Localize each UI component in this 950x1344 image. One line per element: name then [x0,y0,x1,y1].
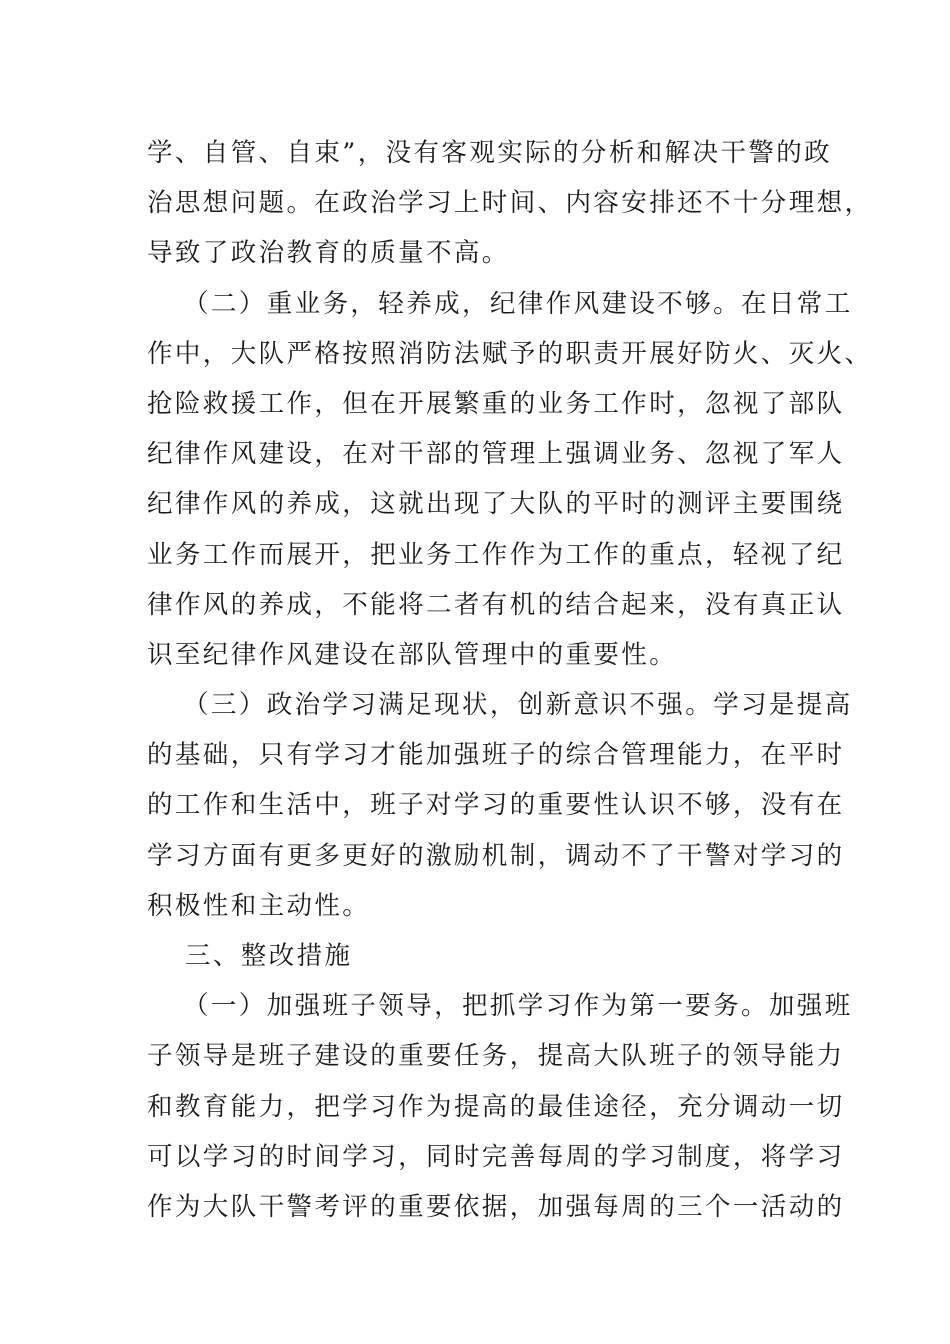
document-body [147,128,873,1232]
paragraph-line: 治思想问题。在政治学习上时间、内容安排还不十分理想， [147,188,873,219]
paragraph-line: 纪律作风的养成，这就出现了大队的平时的测评主要围绕 [147,489,845,520]
paragraph-line: 抢险救援工作，但在开展繁重的业务工作时，忽视了部队 [147,388,845,419]
paragraph-line: 积极性和主动性。 [147,890,371,921]
paragraph-line: 学、自管、自束”，没有客观实际的分析和解决干警的政 [147,138,833,168]
paragraph-line: 作为大队干警考评的重要依据，加强每周的三个一活动的 [147,1191,845,1222]
paragraph-line: 纪律作风建设，在对干部的管理上强调业务、忽视了军人 [147,439,845,470]
paragraph-line: 作中，大队严格按照消防法赋予的职责开展好防火、灭火、 [147,338,873,369]
paragraph-line: 业务工作而展开，把业务工作作为工作的重点，轻视了纪 [147,539,845,570]
paragraph-line: 的基础，只有学习才能加强班子的综合管理能力，在平时 [147,740,845,771]
paragraph-line: 可以学习的时间学习，同时完善每周的学习制度，将学习 [147,1141,845,1172]
section-heading: 三、整改措施 [185,941,353,971]
paragraph-line: （二）重业务，轻养成，纪律作风建设不够。在日常工 [183,288,853,319]
paragraph-line: 和教育能力，把学习作为提高的最佳途径，充分调动一切 [147,1091,845,1122]
paragraph-line: （三）政治学习满足现状，创新意识不强。学习是提高 [183,690,853,721]
paragraph-line: （一）加强班子领导，把抓学习作为第一要务。加强班 [183,991,853,1022]
paragraph-line: 识至纪律作风建设在部队管理中的重要性。 [147,639,678,670]
paragraph-line: 子领导是班子建设的重要任务，提高大队班子的领导能力 [147,1041,845,1072]
paragraph-line: 学习方面有更多更好的激励机制，调动不了干警对学习的 [147,840,845,871]
paragraph-line: 律作风的养成，不能将二者有机的结合起来，没有真正认 [147,589,845,620]
paragraph-line: 导致了政治教育的质量不高。 [147,238,510,269]
paragraph-line: 的工作和生活中，班子对学习的重要性认识不够，没有在 [147,790,845,821]
